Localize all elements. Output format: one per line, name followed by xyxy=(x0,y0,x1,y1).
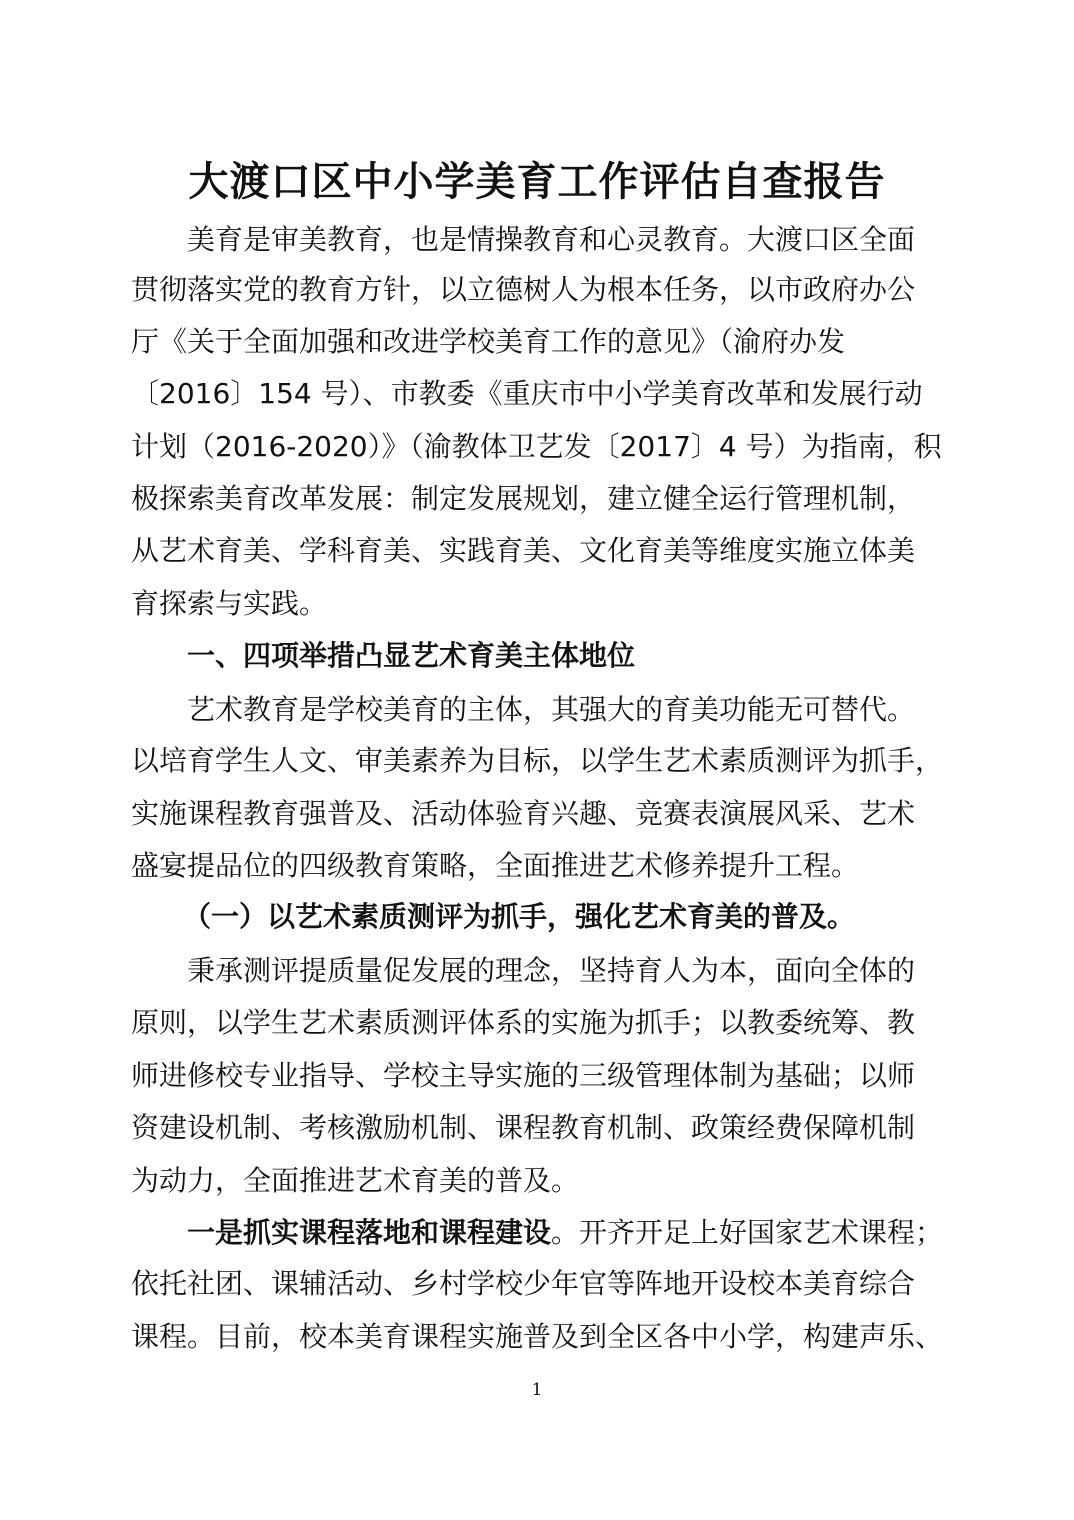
lead-phrase: 一是抓实课程落地和课程建设 xyxy=(187,1216,552,1249)
page-title: 大渡口区中小学美育工作评估自查报告 xyxy=(188,158,886,205)
paragraph-line: 资建设机制、考核激励机制、课程教育机制、政策经费保障机制 xyxy=(131,1111,916,1144)
paragraph-line: 贯彻落实党的教育方针，以立德树人为根本任务，以市政府办公 xyxy=(131,273,916,306)
paragraph-line: 盛宴提品位的四级教育策略，全面推进艺术修养提升工程。 xyxy=(131,849,860,882)
section-heading: 一、四项举措凸显艺术育美主体地位 xyxy=(187,639,636,672)
lead-continuation: 。开齐开足上好国家艺术课程； xyxy=(551,1216,944,1249)
paragraph-line: 美育是审美教育，也是情操教育和心灵教育。大渡口区全面 xyxy=(187,223,916,256)
paragraph-line xyxy=(187,1213,957,1253)
paragraph-line: 厅《关于全面加强和改进学校美育工作的意见》（渝府办发 xyxy=(131,325,846,358)
paragraph-line: 原则，以学生艺术素质测评体系的实施为抓手；以教委统筹、教 xyxy=(131,1006,916,1039)
paragraph-line: 依托社团、课辅活动、乡村学校少年官等阵地开设校本美育综合 xyxy=(131,1267,916,1300)
paragraph-line: 计划（2016-2020）》（渝教体卫艺发〔2017〕4 号）为指南，积 xyxy=(131,430,942,463)
paragraph-line: 极探索美育改革发展：制定发展规划，建立健全运行管理机制， xyxy=(131,482,916,515)
paragraph-line: 〔2016〕154 号）、市教委《重庆市中小学美育改革和发展行动 xyxy=(131,377,923,410)
paragraph-line: 师进修校专业指导、学校主导实施的三级管理体制为基础；以师 xyxy=(131,1059,916,1092)
paragraph-line: 为动力，全面推进艺术育美的普及。 xyxy=(131,1164,580,1197)
subsection-heading: （一）以艺术素质测评为抓手，强化艺术育美的普及。 xyxy=(183,900,856,933)
paragraph-line: 以培育学生人文、审美素养为目标，以学生艺术素质测评为抓手， xyxy=(131,744,944,777)
paragraph-line: 实施课程教育强普及、活动体验育兴趣、竞赛表演展风采、艺术 xyxy=(131,797,916,830)
paragraph-line: 课程。目前，校本美育课程实施普及到全区各中小学，构建声乐、 xyxy=(131,1320,944,1353)
paragraph-line: 艺术教育是学校美育的主体，其强大的育美功能无可替代。 xyxy=(187,693,916,726)
page-number: 1 xyxy=(531,1380,543,1400)
paragraph-line: 育探索与实践。 xyxy=(131,587,328,620)
paragraph-line: 秉承测评提质量促发展的理念，坚持育人为本，面向全体的 xyxy=(187,954,916,987)
paragraph-line: 从艺术育美、学科育美、实践育美、文化育美等维度实施立体美 xyxy=(131,534,916,567)
